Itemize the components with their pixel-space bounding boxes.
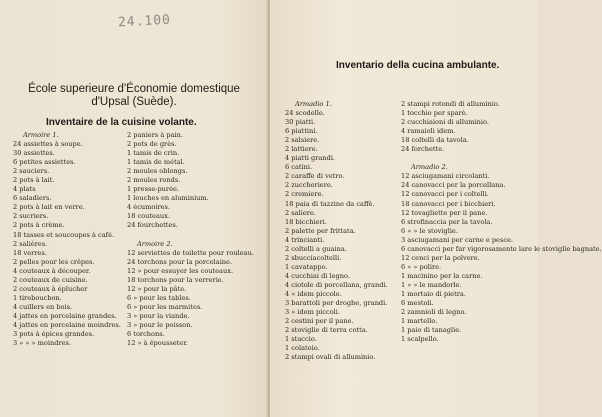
- inventory-item: 4 » idem piccole.: [285, 289, 342, 298]
- inventory-item: 30 piatti.: [285, 118, 316, 127]
- inventory-item: 4 cucchiai di legno.: [285, 271, 350, 280]
- inventory-item: 6 mestoli.: [401, 299, 434, 308]
- inventory-item: 6 piattini.: [285, 127, 318, 136]
- inventory-item: 2 cucchiaioni di alluminio.: [401, 118, 489, 127]
- inventory-item: 2 stoviglie di terra cotta.: [285, 326, 368, 335]
- inventory-item: 18 couteaux.: [127, 212, 170, 221]
- inventory-item: 2 couteaux de cuisine.: [13, 275, 88, 284]
- inventory-title-italian: Inventario della cucina ambulante.: [336, 60, 500, 71]
- inventory-item: 6 saladiers.: [13, 194, 52, 203]
- inventory-item: 6 » » polire.: [401, 262, 442, 271]
- inventory-item: 1 presse-purée.: [127, 185, 179, 194]
- inventory-item: 6 » pour les marmites.: [127, 302, 203, 311]
- inventory-item: 2 pots à lait en verre.: [13, 203, 85, 212]
- inventory-item: 1 mortaio di pietra.: [401, 289, 466, 298]
- inventory-item: 2 sucriers.: [13, 212, 49, 221]
- inventory-item: 2 caraffe di vetro.: [285, 172, 345, 181]
- inventory-item: 4 plats: [13, 185, 36, 194]
- inventory-item: 3 asciugamani per carne e pesce.: [401, 235, 514, 244]
- inventory-item: 1 tamis de crin.: [127, 149, 180, 158]
- school-title: [14, 83, 254, 109]
- section-header: Armoire 1.: [23, 131, 59, 139]
- inventory-item: 2 salsiere.: [285, 136, 320, 145]
- inventory-title-french: Inventaire de la cuisine volante.: [46, 117, 197, 128]
- inventory-item: 3 barattoli per droghe, grandi.: [285, 299, 388, 308]
- inventory-item: 1 paio di tanaglie.: [401, 326, 462, 335]
- inventory-item: 4 écumoires.: [127, 203, 170, 212]
- inventory-item: 2 lattiere.: [285, 145, 318, 154]
- inventory-item: 24 forchette.: [401, 145, 445, 154]
- inventory-item: 24 fourchettes.: [127, 221, 178, 230]
- inventory-item: 4 jattes en porcelaine moindres.: [13, 320, 121, 329]
- inventory-item: 4 trincianti.: [285, 235, 325, 244]
- inventory-item: 18 bicchieri.: [285, 217, 327, 226]
- inventory-item: 12 » à épousseter.: [127, 339, 188, 348]
- inventory-item: 2 moules oblongs.: [127, 167, 188, 176]
- inventory-item: 1 » » le mandorle.: [401, 280, 462, 289]
- italian-column-1: [285, 100, 388, 362]
- inventory-item: 1 tamis de métal.: [127, 158, 185, 167]
- inventory-item: 1 tocchio per sparè.: [401, 109, 468, 118]
- inventory-item: 12 canovacci per i coltelli.: [401, 190, 489, 199]
- inventory-item: 4 cuillers en bois.: [13, 302, 73, 311]
- school-title-line1: École superieure d'Économie domestique: [28, 83, 240, 95]
- inventory-item: 12 » pour la pâte.: [127, 284, 187, 293]
- inventory-item: 2 pots à lait.: [13, 176, 55, 185]
- inventory-item: 12 cenci per la polvere.: [401, 253, 480, 262]
- inventory-item: 3 pots à épices grandes.: [13, 330, 95, 339]
- inventory-item: 3 » pour le poisson.: [127, 320, 193, 329]
- inventory-item: 2 salières.: [13, 239, 48, 248]
- inventory-item: 2 couteaux à éplucher: [13, 284, 88, 293]
- inventory-item: 18 coltelli da tavola.: [401, 136, 469, 145]
- section-header: Armoire 2.: [137, 239, 173, 248]
- inventory-item: 12 » pour essuyer les couteaux.: [127, 266, 234, 275]
- inventory-item: 3 » pour la viande.: [127, 311, 190, 320]
- french-column-1: [13, 131, 121, 348]
- french-column-2: [127, 131, 254, 348]
- inventory-item: 2 cestini per il pane.: [285, 317, 354, 326]
- inventory-item: 2 pots de grès.: [127, 140, 177, 149]
- inventory-item: 2 sauciers.: [13, 167, 50, 176]
- inventory-item: 1 macinino per la carne.: [401, 271, 483, 280]
- section-header: Armadio 2.: [411, 163, 448, 172]
- inventory-item: 4 piatti grandi.: [285, 154, 336, 163]
- inventory-item: 2 moules ronds.: [127, 176, 181, 185]
- inventory-item: 2 saliere.: [285, 208, 316, 217]
- inventory-item: 6 strofinaccia per la tavola.: [401, 217, 493, 226]
- inventory-item: 4 ramaioli idem.: [401, 127, 456, 136]
- inventory-item: 3 » idem piccoli.: [285, 308, 341, 317]
- inventory-item: 1 tireboucbon.: [13, 293, 62, 302]
- inventory-item: 6 » » le stoviglie.: [401, 226, 458, 235]
- inventory-item: 6 catini.: [285, 163, 313, 172]
- inventory-item: [127, 231, 254, 240]
- inventory-item: 3 » » » moindres.: [13, 339, 72, 348]
- inventory-item: 2 sbucciacoltelli.: [285, 253, 342, 262]
- inventory-item: 24 assiettes à soupe.: [13, 140, 83, 149]
- inventory-item: 6 » pour les tables.: [127, 293, 191, 302]
- inventory-item: 18 paia di tazzine da caffè.: [285, 199, 375, 208]
- inventory-item: 12 asciugamani circolanti.: [401, 172, 490, 181]
- inventory-item: 4 ciotole di porcellana, grandi.: [285, 280, 388, 289]
- inventory-item: 6 petites assiettes.: [13, 158, 76, 167]
- inventory-item: 18 canovacci per i bicchieri.: [401, 199, 496, 208]
- inventory-item: 2 paniers à pain.: [127, 131, 183, 139]
- inventory-item: 1 scalpello.: [401, 335, 439, 344]
- school-title-line2: d'Upsal (Suède).: [91, 96, 177, 108]
- inventory-item: 1 louches en aluminium.: [127, 194, 209, 203]
- inventory-item: 1 martello.: [401, 317, 438, 326]
- inventory-item: 24 canovacci per la porcellana.: [401, 181, 506, 190]
- inventory-item: 2 palette per frittata.: [285, 226, 356, 235]
- inventory-item: 18 verres.: [13, 248, 47, 257]
- inventory-item: 2 zamnioli di legno.: [401, 308, 467, 317]
- inventory-item: 24 torchons pour la porcelaine.: [127, 257, 233, 266]
- inventory-item: 2 pelles pour les crêpes.: [13, 257, 95, 266]
- handwritten-note: 24.100: [117, 12, 172, 31]
- inventory-item: 1 colatoio.: [285, 344, 320, 353]
- inventory-item: 30 assiettes.: [13, 149, 55, 158]
- inventory-item: 4 jattes en porcelaine grandes.: [13, 311, 117, 320]
- inventory-item: 2 stampi ovali di alluminio.: [285, 353, 376, 362]
- left-page: [0, 0, 270, 417]
- inventory-item: 2 coltelli a guaina.: [285, 244, 347, 253]
- inventory-item: 4 couteaux à découper.: [13, 266, 91, 275]
- italian-column-2: [401, 100, 602, 344]
- inventory-item: 24 scodelle.: [285, 109, 325, 118]
- inventory-item: 6 torchons.: [127, 330, 165, 339]
- inventory-item: 18 torchons pour la verrerie.: [127, 275, 224, 284]
- inventory-item: 12 serviettes de toilette pour rouleau.: [127, 248, 254, 257]
- inventory-item: 12 tovagliette per il pane.: [401, 208, 488, 217]
- inventory-item: 2 stampi rotondi di alluminio.: [401, 100, 500, 108]
- inventory-item: 6 canovacci per far vigorosamente lare le stoviglie bagnate.: [401, 244, 602, 253]
- inventory-item: 2 zuccheriere.: [285, 181, 333, 190]
- right-page: [270, 0, 602, 417]
- inventory-item: 2 cremiere.: [285, 190, 324, 199]
- inventory-item: 1 staccio.: [285, 335, 317, 344]
- section-header: Armadio 1.: [295, 100, 332, 108]
- inventory-item: [401, 154, 602, 163]
- inventory-item: 1 cavatappo.: [285, 262, 328, 271]
- inventory-item: 18 tasses et soucoupes à café.: [13, 230, 115, 239]
- inventory-item: 2 pots à crème.: [13, 221, 65, 230]
